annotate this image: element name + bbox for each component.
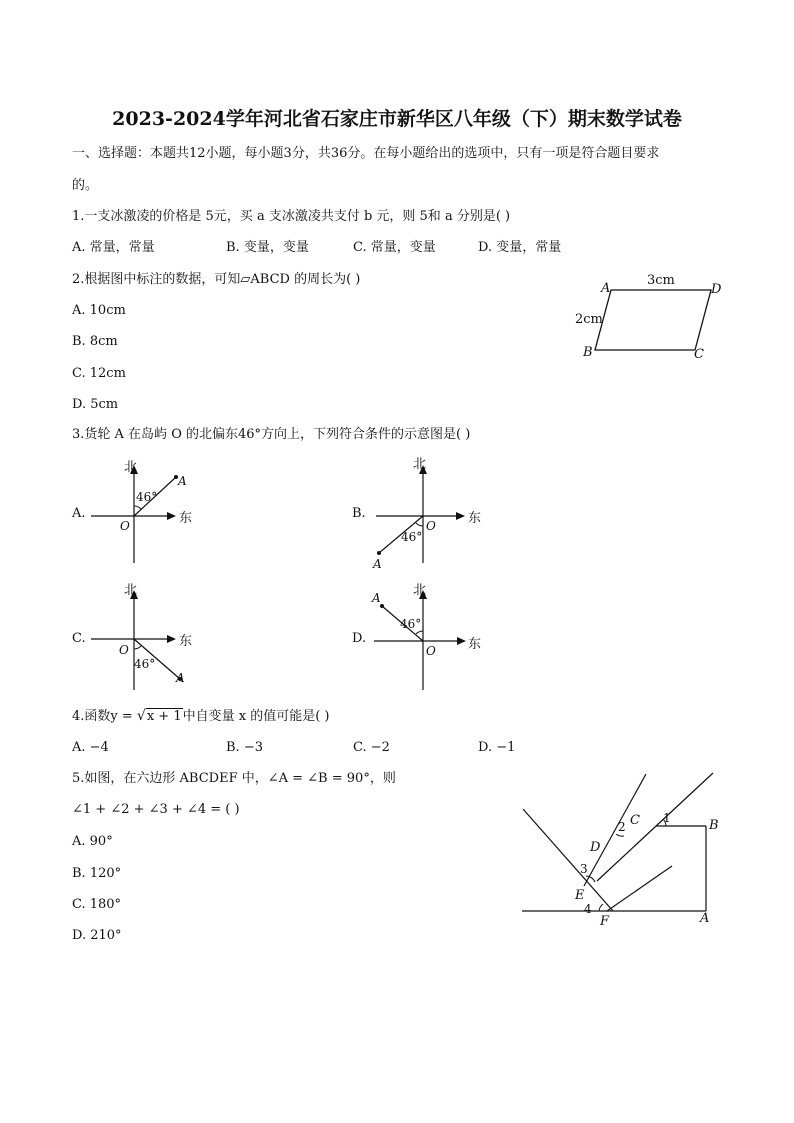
angle-label: 46° <box>401 530 423 544</box>
q3-option-c-letter: C. <box>72 631 86 646</box>
north-label: 北 <box>124 460 138 475</box>
label-top-length: 3cm <box>647 273 675 288</box>
q3-option-a-letter: A. <box>72 506 86 521</box>
compass-figure-a <box>88 455 208 565</box>
label-c: C <box>694 347 704 362</box>
label-b: B <box>583 345 593 360</box>
q4-option-a: A. −4 <box>72 740 109 755</box>
q4-stem-pre: 4.函数y = <box>72 709 137 724</box>
compass-figure-d <box>368 580 493 692</box>
q1-option-d: D. 变量，常量 <box>478 240 562 255</box>
east-label: 东 <box>179 511 193 526</box>
q4-option-d: D. −1 <box>478 740 516 755</box>
label-f: F <box>600 914 610 929</box>
q5-stem: 5.如图，在六边形 ABCDEF 中，∠A = ∠B = 90°，则 <box>72 771 396 786</box>
origin-label: O <box>120 519 130 533</box>
angle-2-label: 2 <box>618 820 626 834</box>
q1-option-c: C. 常量，变量 <box>353 240 436 255</box>
label-b: B <box>709 818 719 833</box>
north-label: 北 <box>413 583 427 598</box>
label-a: A <box>601 281 611 296</box>
q2-option-a: A. 10cm <box>72 303 126 318</box>
q4-option-c: C. −2 <box>353 740 390 755</box>
label-side-length: 2cm <box>575 312 603 327</box>
q2-stem: 2.根据图中标注的数据，可知▱ABCD 的周长为( ) <box>72 272 361 287</box>
east-label: 东 <box>468 511 482 526</box>
q2-option-d: D. 5cm <box>72 397 119 412</box>
label-d: D <box>711 282 722 297</box>
label-e: E <box>575 888 585 903</box>
q1-stem: 1.一支冰激凌的价格是 5元，买 a 支冰激凌共支付 b 元，则 5和 a 分别是( ) <box>72 209 511 224</box>
angle-3-label: 3 <box>580 862 588 876</box>
page-title: 2023-2024学年河北省石家庄市新华区八年级（下）期末数学试卷 <box>112 108 682 130</box>
point-label: A <box>372 591 381 605</box>
q4-radicand: x + 1 <box>146 709 182 724</box>
q3-stem: 3.货轮 A 在岛屿 O 的北偏东46°方向上，下列符合条件的示意图是( ) <box>72 427 471 442</box>
point-label: A <box>373 557 382 571</box>
origin-label: O <box>426 519 436 533</box>
compass-figure-c <box>88 580 208 692</box>
section-heading-cont: 的。 <box>72 178 99 193</box>
q4-option-b: B. −3 <box>226 740 263 755</box>
label-d: D <box>590 840 601 855</box>
q5-option-d: D. 210° <box>72 928 122 943</box>
angle-4-label: 4 <box>584 902 592 916</box>
north-label: 北 <box>413 457 427 472</box>
angle-1-label: 1 <box>663 811 671 825</box>
label-c: C <box>630 813 640 828</box>
q3-option-b-letter: B. <box>352 506 366 521</box>
q5-option-c: C. 180° <box>72 897 122 912</box>
q2-option-b: B. 8cm <box>72 334 118 349</box>
hexagon-figure <box>520 770 745 930</box>
point-label: A <box>176 671 185 685</box>
label-a: A <box>700 911 710 926</box>
east-label: 东 <box>179 634 193 649</box>
q2-option-c: C. 12cm <box>72 366 126 381</box>
q5-option-a: A. 90° <box>72 834 113 849</box>
q5-stem-2: ∠1 + ∠2 + ∠3 + ∠4 = ( ) <box>72 802 240 817</box>
angle-label: 46° <box>136 490 158 504</box>
section-heading: 一、选择题：本题共12小题，每小题3分，共36分。在每小题给出的选项中，只有一项是符合题目要求 <box>72 146 660 161</box>
origin-label: O <box>426 644 436 658</box>
origin-label: O <box>119 643 129 657</box>
q3-option-d-letter: D. <box>352 631 367 646</box>
q4-stem-post: 中自变量 x 的值可能是( ) <box>182 709 330 724</box>
angle-label: 46° <box>400 617 422 631</box>
angle-label: 46° <box>134 657 156 671</box>
parallelogram-abcd <box>595 290 711 350</box>
parallelogram-figure <box>565 268 735 368</box>
q1-option-b: B. 变量，变量 <box>226 240 309 255</box>
north-label: 北 <box>124 583 138 598</box>
point-label: A <box>178 474 187 488</box>
q5-option-b: B. 120° <box>72 866 122 881</box>
q1-option-a: A. 常量，常量 <box>72 240 155 255</box>
compass-figure-b <box>373 455 493 570</box>
east-label: 东 <box>468 637 482 652</box>
q4-stem <box>72 708 329 725</box>
sqrt-symbol: √ <box>136 708 146 724</box>
